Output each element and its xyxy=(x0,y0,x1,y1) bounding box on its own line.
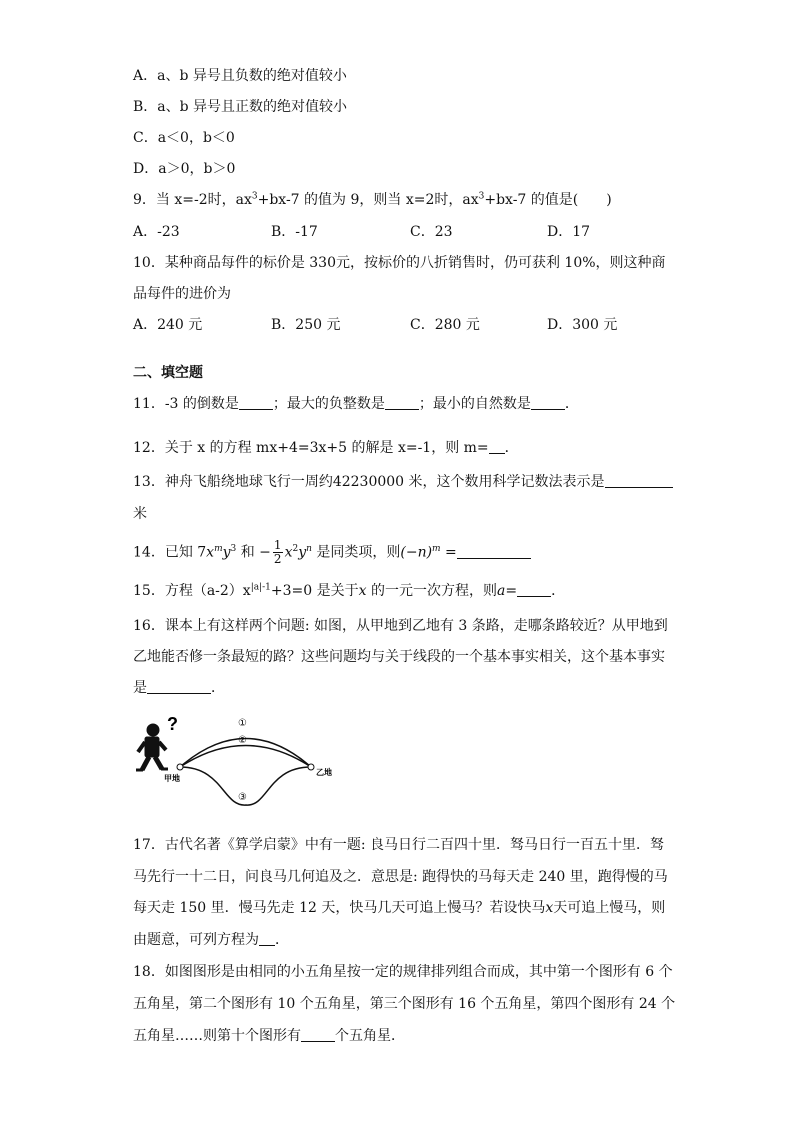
answer-blank[interactable] xyxy=(517,582,551,597)
q9-stem-part3: +bx-7 的值是( ) xyxy=(484,192,612,208)
answer-blank[interactable] xyxy=(489,439,505,454)
answer-blank[interactable] xyxy=(457,544,531,559)
q12-part1: 12．关于 x 的方程 mx+4=3x+5 的解是 x=-1，则 m= xyxy=(133,440,489,456)
q18-line3 xyxy=(133,1026,405,1046)
q17-line3 xyxy=(133,898,665,918)
q10-option-a: A．240 元 xyxy=(133,317,203,333)
q8-option-a: A．a、b 异号且负数的绝对值较小 xyxy=(133,68,347,84)
q16-line3a: 是 xyxy=(133,680,147,696)
q13-text: 13．神舟飞船绕地球飞行一周约42230000 米，这个数用科学记数法表示是 xyxy=(133,474,605,490)
q11-part3: ；最小的自然数是 xyxy=(418,396,531,412)
q11-part4: ． xyxy=(564,396,579,412)
q17-line3b: 天可追上慢马，则 xyxy=(553,900,666,916)
var-x: x xyxy=(358,583,367,599)
q14-part2: 是同类项，则 xyxy=(311,544,401,561)
q8-option-c: C．a＜0，b＜0 xyxy=(133,130,235,146)
q17-line4b: ． xyxy=(275,932,289,948)
answer-blank[interactable] xyxy=(385,395,419,410)
answer-blank[interactable] xyxy=(301,1027,335,1042)
q9-option-b: B．-17 xyxy=(271,224,318,240)
q14-part1: 14．已知 7 xyxy=(133,544,207,561)
q11 xyxy=(133,394,579,414)
q9-stem-part2: +bx-7 的值为 9，则当 x=2时，ax xyxy=(257,192,479,208)
point-jia xyxy=(177,764,183,770)
q10-option-c: C．280 元 xyxy=(410,317,480,333)
q14 xyxy=(133,539,531,566)
answer-blank[interactable] xyxy=(605,473,673,488)
q18-line2: 五角星，第二个图形有 10 个五角星，第三个图形有 16 个五角星，第四个图形有 24 个 xyxy=(133,996,676,1012)
var-x: x xyxy=(545,900,554,916)
answer-blank[interactable] xyxy=(259,931,275,946)
label-jia: 甲地 xyxy=(164,774,180,783)
section-heading: 二、填空题 xyxy=(133,365,203,381)
var-y: y xyxy=(222,544,231,561)
q11-part2: ；最大的负整数是 xyxy=(272,396,385,412)
exp-m: m xyxy=(214,543,223,554)
var-a: a xyxy=(497,583,506,599)
fraction-one-half xyxy=(273,539,283,566)
exp-m: m xyxy=(432,543,441,554)
q13-line1 xyxy=(133,472,673,492)
answer-blank[interactable] xyxy=(239,395,273,410)
fraction-denominator: 2 xyxy=(273,552,282,566)
q16-line3 xyxy=(133,678,225,698)
q9-option-c: C．23 xyxy=(410,224,453,240)
q15-part5: ． xyxy=(551,583,566,599)
q18-line3b: 个五角星． xyxy=(335,1028,405,1044)
q12 xyxy=(133,438,519,458)
q15-part4: = xyxy=(505,583,518,599)
q9-option-d: D．17 xyxy=(547,224,591,240)
q9-stem-part1: 9．当 x=-2时，ax xyxy=(133,192,252,208)
q10-line1: 10．某种商品每件的标价是 330元，按标价的八折销售时，仍可获利 10%，则这种商 xyxy=(133,255,666,271)
q13-line2: 米 xyxy=(133,506,147,522)
var-x: x xyxy=(206,544,215,561)
route-2-label: ② xyxy=(238,735,247,746)
q14-and: 和 − xyxy=(236,544,271,561)
q17-line2: 马先行一十二日，问良马几何追及之．意思是: 跑得快的马每天走 240 里，跑得慢的马 xyxy=(133,869,668,885)
q15 xyxy=(133,581,565,601)
q18-line3a: 五角星……则第十个图形有 xyxy=(133,1028,301,1044)
q10-option-b: B．250 元 xyxy=(271,317,341,333)
q9-exponent: 3 xyxy=(251,191,258,202)
q14-paren: (−n) xyxy=(400,544,433,561)
q17-line4a: 由题意，可列方程为 xyxy=(133,932,259,948)
q8-option-b: B．a、b 异号且正数的绝对值较小 xyxy=(133,99,348,115)
q16-line2: 乙地能否修一条最短的路？这些问题均与关于线段的一个基本事实相关，这个基本事实 xyxy=(133,649,665,665)
q10-option-d: D．300 元 xyxy=(547,317,618,333)
question-mark: ? xyxy=(167,714,178,734)
person-icon xyxy=(136,724,168,770)
q9-exponent: 3 xyxy=(478,191,485,202)
exp-2: 2 xyxy=(292,543,299,554)
exp-3: 3 xyxy=(230,543,237,554)
q15-part2: +3=0 是关于 xyxy=(270,583,359,599)
q18-line1: 18．如图图形是由相同的小五角星按一定的规律排列组合而成，其中第一个图形有 6 个 xyxy=(133,964,673,980)
q15-exponent: |a|-1 xyxy=(250,582,271,593)
q17-line1: 17．古代名著《算学启蒙》中有一题: 良马日行二百四十里．驽马日行一百五十里．驽 xyxy=(133,837,664,853)
var-y: y xyxy=(298,544,307,561)
q17-line3a: 每天走 150 里．慢马先走 12 天，快马几天可追上慢马？若设快马 xyxy=(133,900,546,916)
q12-part2: ． xyxy=(504,440,519,456)
exp-n: n xyxy=(306,543,312,554)
q17-line4 xyxy=(133,930,289,950)
q16-line3b: ． xyxy=(211,680,225,696)
q15-part3: 的一元一次方程，则 xyxy=(366,583,497,599)
q11-part1: 11．-3 的倒数是 xyxy=(133,396,239,412)
point-yi xyxy=(308,764,314,770)
q15-part1: 15．方程（a-2）x xyxy=(133,583,251,599)
answer-blank[interactable] xyxy=(531,395,565,410)
q9-stem xyxy=(133,190,612,210)
answer-blank[interactable] xyxy=(147,679,211,694)
route-3-label: ③ xyxy=(238,792,247,803)
q9-option-a: A．-23 xyxy=(133,224,180,240)
var-x: x xyxy=(284,544,293,561)
label-yi: 乙地 xyxy=(316,768,332,777)
route-2-path xyxy=(180,746,311,768)
q16-line1: 16．课本上有这样两个问题: 如图，从甲地到乙地有 3 条路，走哪条路较近？从甲地到 xyxy=(133,618,668,634)
q10-line2: 品每件的进价为 xyxy=(133,286,231,302)
q8-option-d: D．a＞0，b＞0 xyxy=(133,161,236,177)
route-figure xyxy=(128,712,368,812)
q14-eq: = xyxy=(440,544,457,561)
route-1-label: ① xyxy=(238,718,247,729)
fraction-numerator: 1 xyxy=(273,538,282,552)
